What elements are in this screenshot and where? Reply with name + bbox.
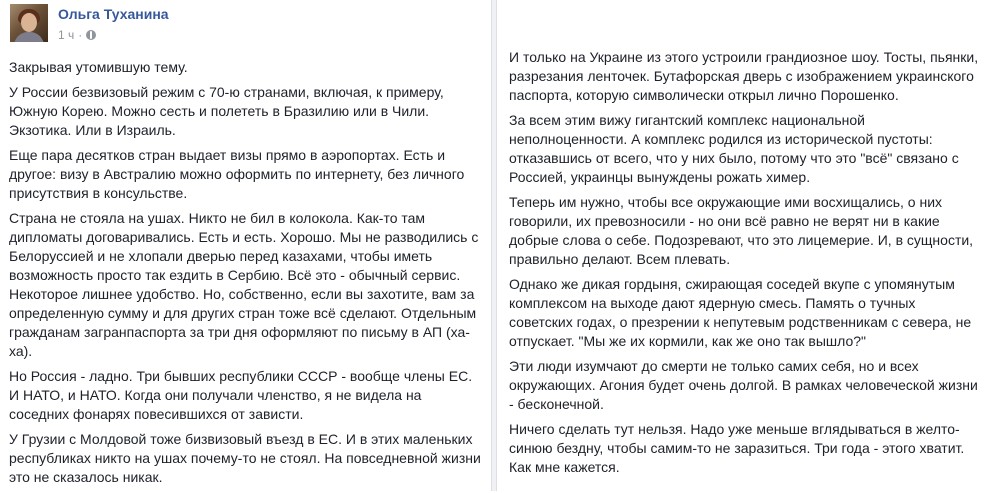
post-meta xyxy=(58,28,96,42)
avatar-body xyxy=(14,32,44,42)
post-paragraph: Еще пара десятков стран выдает визы прямо в аэропортах. Есть и другое: визу в Австралию можно оформить по интернету, без личного присутствия в консульстве. xyxy=(9,147,465,201)
post-text-left xyxy=(9,58,481,493)
post-paragraph: Ничего сделать тут нельзя. Надо уже меньше вглядываться в желто-синюю бездну, чтобы самим-то не заразиться. Три года - этого хватит. Как мне кажется. xyxy=(509,421,965,475)
post-paragraph: За всем этим вижу гигантский комплекс национальной неполноценности. А комплекс родился из исторической пустоты: отказавшись от всего, что у них было, потому что это "всё" связано с Россией, украинцы вынуждены рожать химер. xyxy=(509,112,959,185)
globe-icon[interactable] xyxy=(86,30,96,40)
post-text-right xyxy=(509,48,979,483)
post-paragraph: Закрывая утомившую тему. xyxy=(9,59,188,75)
post-panel-left xyxy=(0,0,492,491)
avatar[interactable] xyxy=(10,4,48,42)
post-panel-right xyxy=(496,0,984,491)
post-paragraph: У России безвизовый режим с 70-ю странами, включая, к примеру, Южную Корею. Можно сесть и полететь в Бразилию или в Чили. Экзотика. Или в Израиль. xyxy=(9,84,444,138)
post-paragraph: Страна не стояла на ушах. Никто не бил в колокола. Как-то там дипломаты договаривались. Есть и есть. Хорошо. Мы не разводились с Белоруссией и не хлопали дверью перед казахами, чтобы иметь возможность просто так ездить в Сербию. Всё это - обычный сервис. Некоторое лишнее удобство. Но, собственно, если вы захотите, вам за определенную сумму и для других стран тоже всё сделают. Отдельным гражданам загранпаспорта за три дня оформляют по письму в АП (ха-ха). xyxy=(9,210,479,359)
post-paragraph: Но Россия - ладно. Три бывших республики СССР - вообще члены ЕС. И НАТО, и НАТО. Когда они получали членство, я не видела на соседних фонарях повесившихся от зависти. xyxy=(9,368,473,422)
post-paragraph: Теперь им нужно, чтобы все окружающие ими восхищались, о них говорили, их превозносили - но они всё равно не верят ни в какие добрые слова о себе. Подозревают, что это лицемерие. И, в сущности, правильно делают. Всем плевать. xyxy=(509,194,974,267)
post-paragraph: И только на Украине из этого устроили грандиозное шоу. Тосты, пьянки, разрезания ленточек. Бутафорская дверь с изображением украинского паспорта, которую символически открыл лично Порошенко. xyxy=(509,49,979,103)
meta-dot: · xyxy=(78,28,83,42)
post-paragraph: Эти люди изумчают до смерти не только самих себя, но и всех окружающих. Агония будет очень долгой. В рамках человеческой жизни - бесконечной. xyxy=(509,358,978,412)
avatar-face xyxy=(21,13,37,32)
post-time[interactable]: 1 ч xyxy=(58,28,75,42)
post-paragraph: Однако же дикая гордыня, сжирающая соседей вкупе с упомянутым комплексом на выходе дают ядерную смесь. Память о тучных советских годах, о презрении к непутевым родственникам с севера, не отпускает. "Мы же их кормили, как же оно так вышло?" xyxy=(509,276,972,349)
post-paragraph: У Грузии с Молдовой тоже бизвизовый въезд в ЕС. И в этих маленьких республиках никто на ушах почему-то не стоял. На повседневной жизни это не сказалось никак. xyxy=(9,431,481,485)
author-name[interactable]: Ольга Туханина xyxy=(58,6,169,22)
